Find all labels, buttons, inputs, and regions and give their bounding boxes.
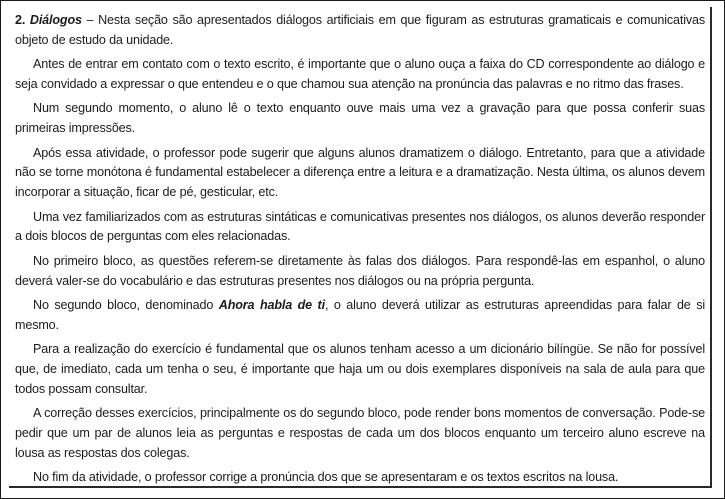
section-heading-paragraph	[15, 11, 705, 51]
second-block-highlight: Ahora habla de ti	[218, 297, 325, 312]
section-intro: – Nesta seção são apresentados diálogos artificiais em que figuram as estruturas gramaticais e comunicativas objeto de estudo da unidade.	[15, 13, 705, 47]
second-block-text-after: , o aluno deverá utilizar as estruturas apreendidas para falar de si mesmo.	[15, 297, 705, 332]
paragraph: No primeiro bloco, as questões referem-se diretamente às falas dos diálogos. Para respondê-las em espanhol, o aluno deverá valer-se do vocabulário e das estruturas presentes nos diálogos ou na própria pergunta.	[15, 253, 705, 288]
section-number: 2.	[15, 13, 26, 27]
paragraph: A correção desses exercícios, principalmente os do segundo bloco, pode render bons momentos de conversação. Pode-se pedir que um par de alunos leia as perguntas e respostas de cada um dos blocos enquanto um terceiro aluno escreve na lousa as respostas dos colegas.	[15, 406, 705, 460]
text-frame	[9, 7, 712, 488]
paragraph: Para a realização do exercício é fundamental que os alunos tenham acesso a um dicionário bilíngüe. Se não for possível que, de imediato, cada um tenha o seu, é importante que haja um ou dois exemplares disponíveis na sala de aula para que todos possam consultar.	[15, 342, 705, 396]
paragraph: Num segundo momento, o aluno lê o texto enquanto ouve mais uma vez a gravação para que possa conferir suas primeiras impressões.	[15, 101, 705, 136]
second-block-paragraph	[15, 296, 705, 336]
paragraph: Uma vez familiarizados com as estruturas sintáticas e comunicativas presentes nos diálogos, os alunos deverão responder a dois blocos de perguntas com eles relacionadas.	[15, 209, 705, 244]
section-title: Diálogos	[29, 13, 82, 27]
paragraph: Após essa atividade, o professor pode sugerir que alguns alunos dramatizem o diálogo. Entretanto, para que a atividade não se torne monótona é fundamental estabelecer a diferença entre a leitura e a dramatização. Nesta última, os alunos devem incorporar a situação, ficar de pé, gesticular, etc.	[15, 145, 705, 200]
second-block-text-before: No segundo bloco, denominado	[33, 297, 219, 312]
paragraph: Antes de entrar em contato com o texto escrito, é importante que o aluno ouça a faixa do CD correspondente ao diálogo e seja convidado a expressar o que entendeu e o que chamou sua atenção na pronúncia das palavras e no ritmo das frases.	[15, 57, 705, 91]
paragraph: No fim da atividade, o professor corrige a pronúncia dos que se apresentaram e os textos escritos na lousa.	[33, 470, 619, 485]
section-body	[15, 11, 705, 492]
